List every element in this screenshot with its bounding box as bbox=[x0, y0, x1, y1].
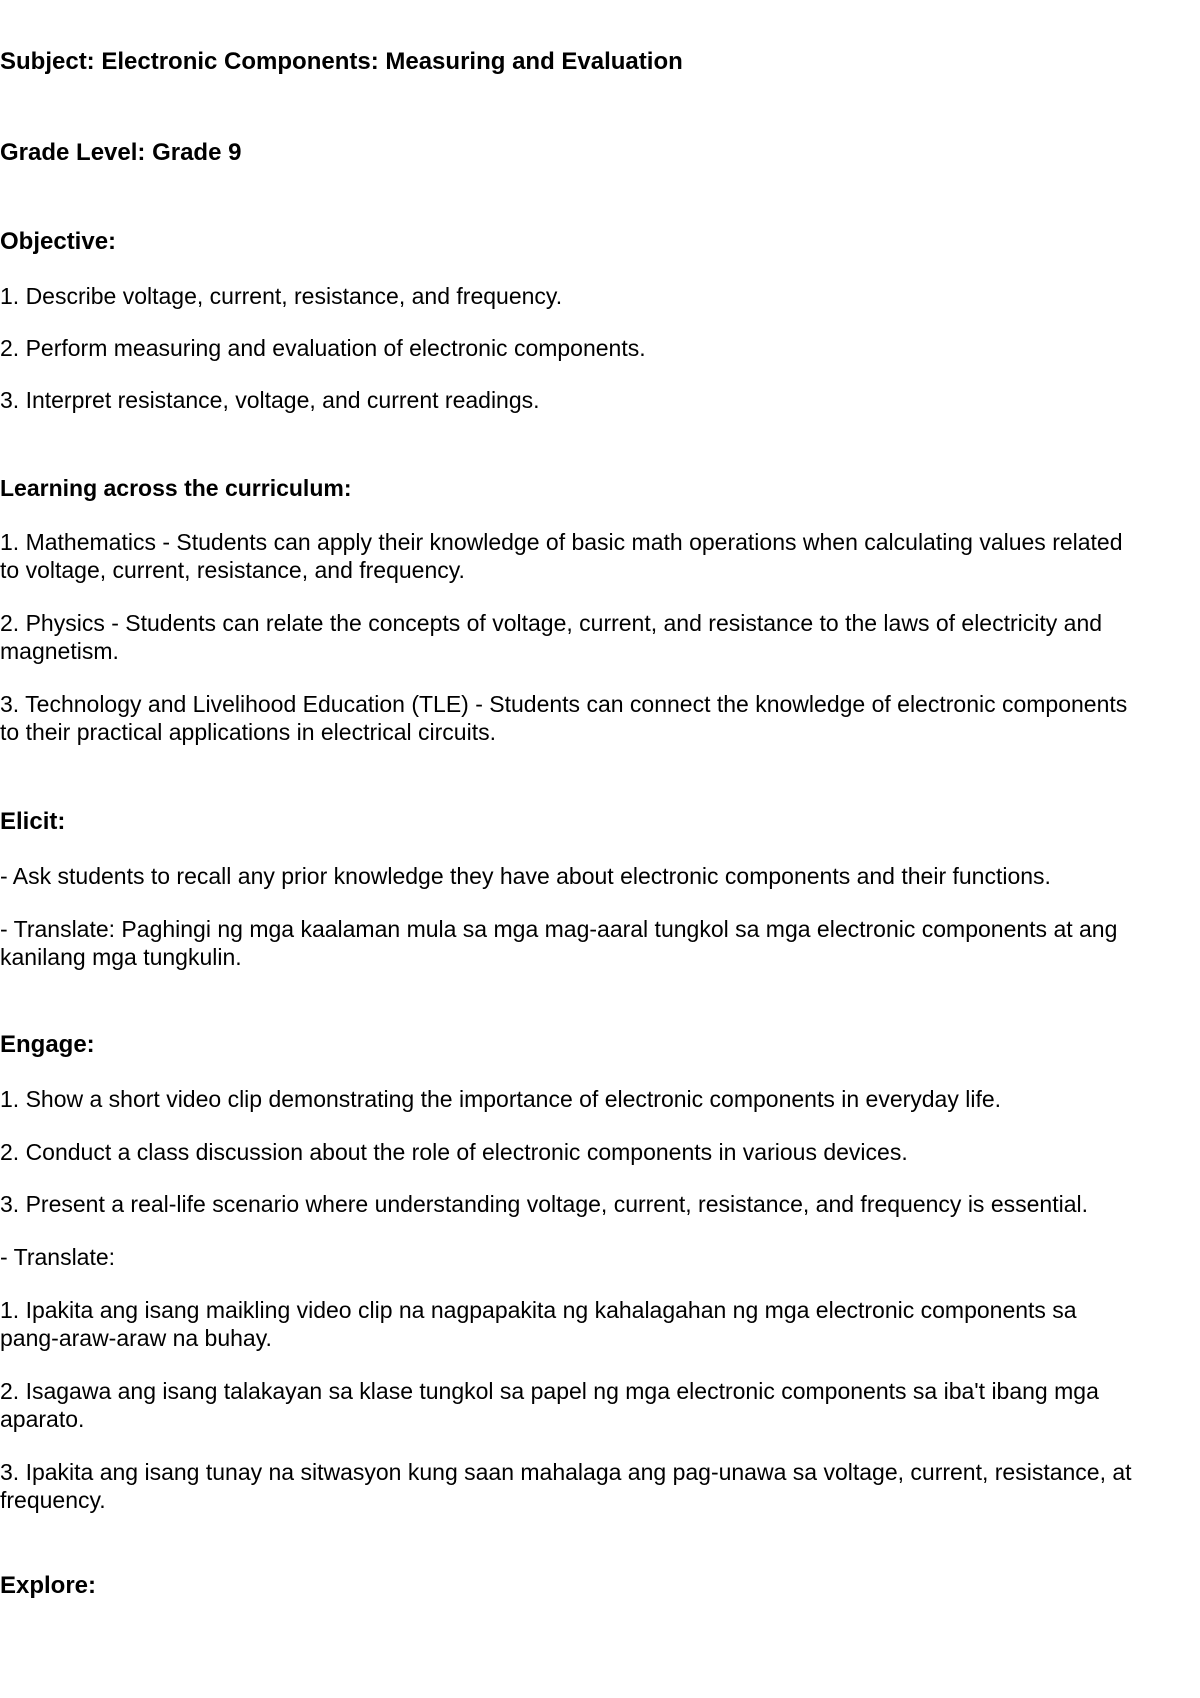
subject-heading: Subject: Electronic Components: Measuring and Evaluation bbox=[0, 48, 683, 75]
engage-translation-line: 3. Ipakita ang isang tunay na sitwasyon kung saan mahalaga ang pag-unawa sa voltage, current, resistance, at bbox=[0, 1459, 1132, 1485]
elicit-item-line: - Translate: Paghingi ng mga kaalaman mula sa mga mag-aaral tungkol sa mga electronic components at ang bbox=[0, 916, 1118, 942]
elicit-item: - Ask students to recall any prior knowledge they have about electronic components and their functions. bbox=[0, 863, 1051, 889]
engage-translation-line: aparato. bbox=[0, 1406, 85, 1432]
objective-item: 1. Describe voltage, current, resistance, and frequency. bbox=[0, 283, 563, 309]
curriculum-item-line: 2. Physics - Students can relate the concepts of voltage, current, and resistance to the laws of electricity and bbox=[0, 610, 1103, 636]
engage-translation-line: frequency. bbox=[0, 1487, 106, 1513]
curriculum-item-line: 3. Technology and Livelihood Education (TLE) - Students can connect the knowledge of electronic components bbox=[0, 691, 1128, 717]
objective-title: Objective: bbox=[0, 228, 117, 255]
objective-item: 3. Interpret resistance, voltage, and current readings. bbox=[0, 387, 540, 413]
engage-item: 3. Present a real-life scenario where understanding voltage, current, resistance, and frequency is essential. bbox=[0, 1191, 1088, 1217]
elicit-title: Elicit: bbox=[0, 808, 66, 835]
engage-translate-label: - Translate: bbox=[0, 1244, 116, 1270]
engage-translation-line: 1. Ipakita ang isang maikling video clip na nagpapakita ng kahalagahan ng mga electronic components sa bbox=[0, 1297, 1077, 1323]
curriculum-item-line: to their practical applications in electrical circuits. bbox=[0, 719, 496, 745]
curriculum-item-line: to voltage, current, resistance, and frequency. bbox=[0, 557, 465, 583]
grade-level-heading: Grade Level: Grade 9 bbox=[0, 139, 242, 166]
elicit-item-line: kanilang mga tungkulin. bbox=[0, 944, 242, 970]
engage-item: 2. Conduct a class discussion about the role of electronic components in various devices. bbox=[0, 1139, 908, 1165]
engage-title: Engage: bbox=[0, 1031, 95, 1058]
explore-title: Explore: bbox=[0, 1572, 97, 1599]
curriculum-item-line: magnetism. bbox=[0, 638, 119, 664]
curriculum-title: Learning across the curriculum: bbox=[0, 475, 352, 501]
objective-item: 2. Perform measuring and evaluation of electronic components. bbox=[0, 335, 646, 361]
engage-item: 1. Show a short video clip demonstrating the importance of electronic components in everyday life. bbox=[0, 1086, 1002, 1112]
curriculum-item-line: 1. Mathematics - Students can apply their knowledge of basic math operations when calculating values related bbox=[0, 529, 1123, 555]
engage-translation-line: pang-araw-araw na buhay. bbox=[0, 1325, 272, 1351]
engage-translation-line: 2. Isagawa ang isang talakayan sa klase tungkol sa papel ng mga electronic components sa iba't ibang mga bbox=[0, 1378, 1099, 1404]
